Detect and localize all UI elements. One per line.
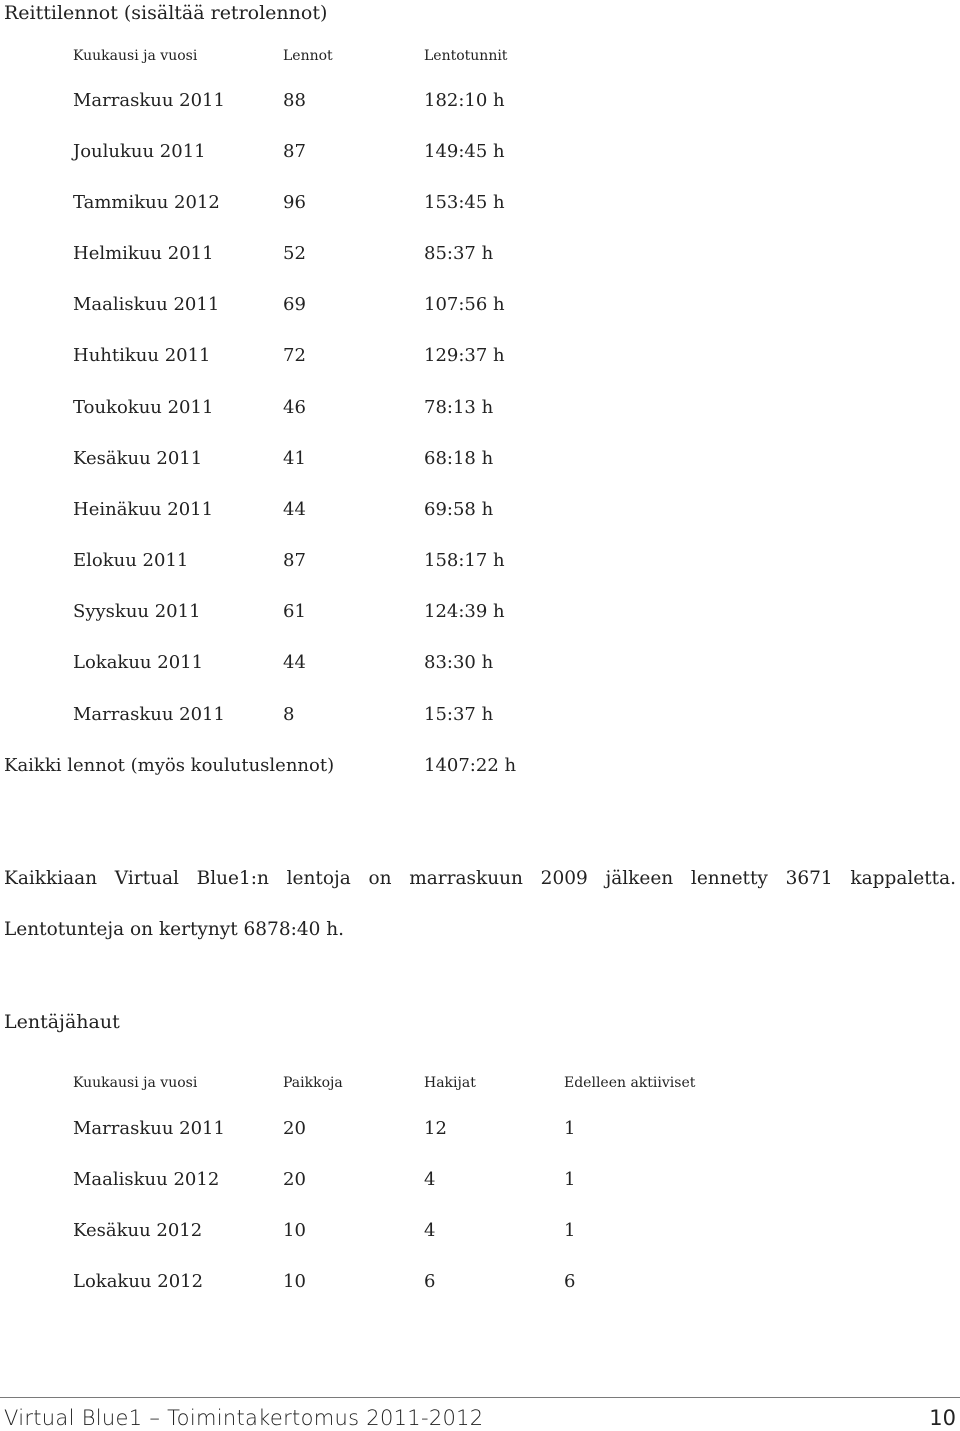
- month-cell: Kesäkuu 2011: [73, 448, 203, 469]
- month-cell: Maaliskuu 2011: [73, 294, 220, 315]
- places-cell: 20: [283, 1169, 306, 1190]
- month-cell: Kesäkuu 2012: [73, 1220, 203, 1241]
- flights-header-flights: Lennot: [283, 48, 333, 64]
- month-cell: Toukokuu 2011: [73, 397, 214, 418]
- page-number: 10: [929, 1406, 956, 1430]
- month-cell: Marraskuu 2011: [73, 90, 225, 111]
- month-cell: Huhtikuu 2011: [73, 345, 211, 366]
- flights-cell: 72: [283, 345, 306, 366]
- flights-cell: 87: [283, 141, 306, 162]
- flights-cell: 8: [283, 704, 295, 725]
- month-cell: Elokuu 2011: [73, 550, 189, 571]
- flights-cell: 88: [283, 90, 306, 111]
- month-cell: Lokakuu 2011: [73, 652, 204, 673]
- total-hours: 1407:22 h: [424, 755, 517, 776]
- hours-cell: 15:37 h: [424, 704, 494, 725]
- hours-cell: 129:37 h: [424, 345, 505, 366]
- applications-header-applicants: Hakijat: [424, 1075, 476, 1091]
- flights-cell: 44: [283, 652, 306, 673]
- hours-cell: 107:56 h: [424, 294, 505, 315]
- hours-cell: 69:58 h: [424, 499, 494, 520]
- flights-cell: 52: [283, 243, 306, 264]
- hours-cell: 83:30 h: [424, 652, 494, 673]
- hours-cell: 182:10 h: [424, 90, 505, 111]
- flights-cell: 69: [283, 294, 306, 315]
- flights-cell: 46: [283, 397, 306, 418]
- places-cell: 10: [283, 1220, 306, 1241]
- month-cell: Lokakuu 2012: [73, 1271, 204, 1292]
- hours-cell: 68:18 h: [424, 448, 494, 469]
- applicants-cell: 12: [424, 1118, 447, 1139]
- footer-divider: [0, 1397, 960, 1398]
- month-cell: Syyskuu 2011: [73, 601, 201, 622]
- applicants-cell: 4: [424, 1220, 436, 1241]
- hours-cell: 149:45 h: [424, 141, 505, 162]
- applicants-cell: 6: [424, 1271, 436, 1292]
- total-label: Kaikki lennot (myös koulutuslennot): [4, 755, 335, 776]
- hours-cell: 153:45 h: [424, 192, 505, 213]
- flights-cell: 61: [283, 601, 306, 622]
- hours-cell: 158:17 h: [424, 550, 505, 571]
- month-cell: Heinäkuu 2011: [73, 499, 214, 520]
- places-cell: 10: [283, 1271, 306, 1292]
- month-cell: Marraskuu 2011: [73, 1118, 225, 1139]
- flights-cell: 41: [283, 448, 306, 469]
- month-cell: Maaliskuu 2012: [73, 1169, 220, 1190]
- flights-header-month: Kuukausi ja vuosi: [73, 48, 198, 64]
- hours-cell: 124:39 h: [424, 601, 505, 622]
- active-cell: 1: [564, 1118, 576, 1139]
- active-cell: 1: [564, 1220, 576, 1241]
- applications-header-active: Edelleen aktiiviset: [564, 1075, 696, 1091]
- month-cell: Joulukuu 2011: [73, 141, 206, 162]
- hours-cell: 78:13 h: [424, 397, 494, 418]
- summary-paragraph: Kaikkiaan Virtual Blue1:n lentoja on marraskuun 2009 jälkeen lennetty 3671 kappaletta. Lentotunteja on kertynyt 6878:40 h.: [4, 868, 956, 940]
- flights-section-title: Reittilennot (sisältää retrolennot): [4, 2, 328, 24]
- applications-header-places: Paikkoja: [283, 1075, 343, 1091]
- applications-header-month: Kuukausi ja vuosi: [73, 1075, 198, 1091]
- month-cell: Tammikuu 2012: [73, 192, 220, 213]
- footer-title: Virtual Blue1 – Toimintakertomus 2011-2012: [4, 1406, 484, 1430]
- month-cell: Helmikuu 2011: [73, 243, 214, 264]
- flights-cell: 96: [283, 192, 306, 213]
- flights-cell: 87: [283, 550, 306, 571]
- applications-section-title: Lentäjähaut: [4, 1011, 120, 1033]
- hours-cell: 85:37 h: [424, 243, 494, 264]
- applicants-cell: 4: [424, 1169, 436, 1190]
- flights-header-hours: Lentotunnit: [424, 48, 508, 64]
- places-cell: 20: [283, 1118, 306, 1139]
- active-cell: 1: [564, 1169, 576, 1190]
- month-cell: Marraskuu 2011: [73, 704, 225, 725]
- active-cell: 6: [564, 1271, 576, 1292]
- flights-cell: 44: [283, 499, 306, 520]
